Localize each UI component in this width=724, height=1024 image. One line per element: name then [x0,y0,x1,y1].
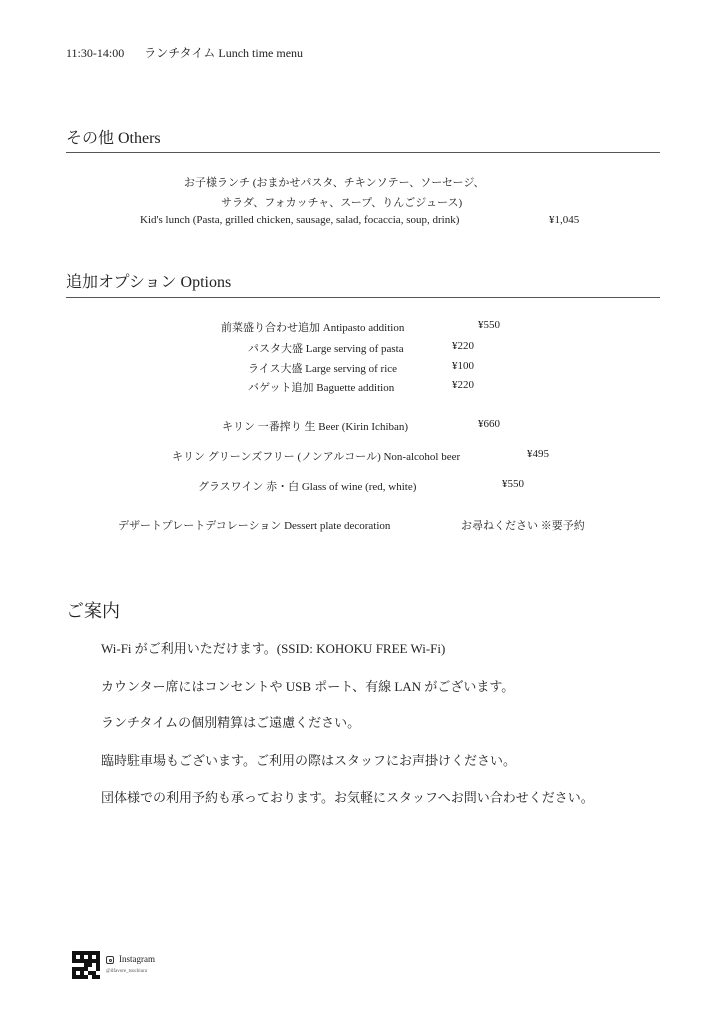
others-divider [66,152,660,153]
baguette-label: バゲット追加 Baguette addition [248,382,395,394]
beer-label: キリン 一番搾り 生 Beer (Kirin Ichiban) [222,421,409,433]
pasta-price: ¥220 [452,340,474,352]
qr-code[interactable] [72,951,100,979]
menu-header [66,44,303,61]
beer-price: ¥660 [478,418,500,430]
guide-counter-seats: カウンター席にはコンセントや USB ポート、有線 LAN がございます。 [101,679,515,694]
pasta-label: パスタ大盛 Large serving of pasta [248,343,404,355]
rice-price: ¥100 [452,360,474,372]
guide-parking: 臨時駐車場もございます。ご利用の際はスタッフにお声掛けください。 [101,753,516,768]
baguette-price: ¥220 [452,379,474,391]
dessert-label: デザートプレートデコレーション Dessert plate decoration [118,520,391,532]
nonalc-beer-label: キリン グリーンズフリー (ノンアルコール) Non-alcohol beer [172,451,461,463]
menu-title: ランチタイム Lunch time menu [144,46,304,60]
options-divider [66,297,660,298]
guide-group-booking: 団体様での利用予約も承っております。お気軽にスタッフへお問い合わせください。 [101,790,594,805]
kids-lunch-jp-line1: お子様ランチ (おまかせパスタ、チキンソテー、ソーセージ、 [184,177,485,189]
instagram-label[interactable]: Instagram [119,954,155,964]
rice-label: ライス大盛 Large serving of rice [248,363,398,375]
dessert-note: お尋ねください ※要予約 [461,520,585,532]
kids-lunch-en: Kid's lunch (Pasta, grilled chicken, sausage, salad, focaccia, soup, drink) [140,214,460,226]
antipasto-price: ¥550 [478,319,500,331]
options-section-title: 追加オプション Options [66,274,232,291]
guide-wifi: Wi-Fi がご利用いただけます。(SSID: KOHOKU FREE Wi-Fi) [101,641,446,656]
antipasto-label: 前菜盛り合わせ追加 Antipasto addition [221,322,405,334]
others-section-title: その他 Others [66,130,161,147]
guide-payment: ランチタイムの個別精算はご遠慮ください。 [101,715,361,730]
kids-lunch-jp-line2: サラダ、フォカッチャ、スープ、りんごジュース) [221,197,463,209]
instagram-handle: @ilfavore_tsuchiura [106,969,147,974]
wine-label: グラスワイン 赤・白 Glass of wine (red, white) [198,481,417,493]
instagram-icon[interactable] [106,956,114,964]
wine-price: ¥550 [502,478,524,490]
kids-lunch-price: ¥1,045 [549,214,580,226]
guide-section-title: ご案内 [66,601,120,621]
lunch-hours: 11:30-14:00 [66,46,125,60]
nonalc-beer-price: ¥495 [527,448,549,460]
